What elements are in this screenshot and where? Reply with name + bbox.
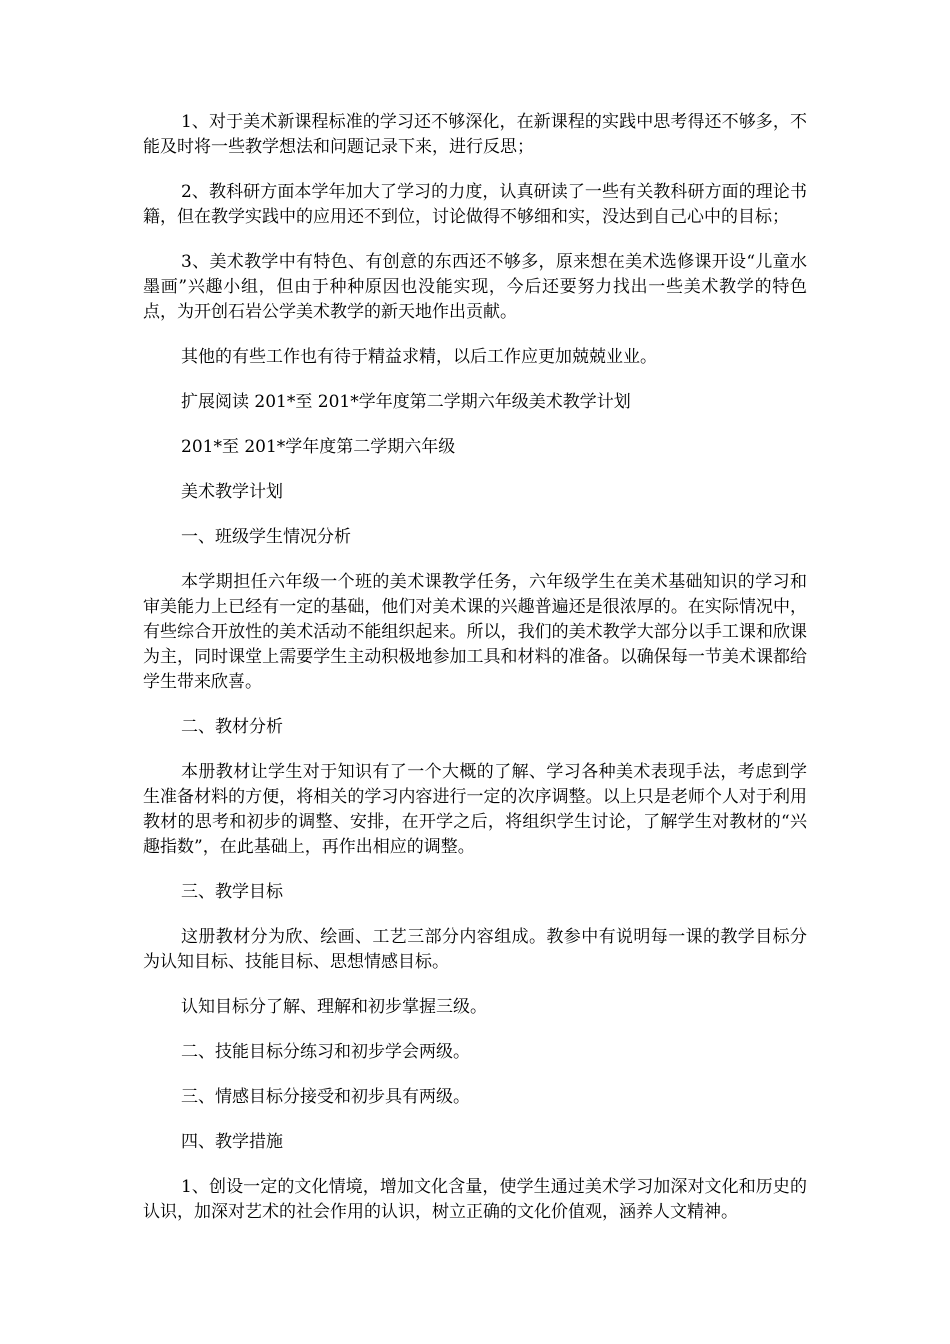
paragraph-shortcoming-2: 2、教科研方面本学年加大了学习的力度，认真研读了一些有关教科研方面的理论书籍，但在教学实践中的应用还不到位，讨论做得不够细和实，没达到自己心中的目标； (143, 182, 807, 227)
section-heading-teaching-measures: 四、教学措施 (181, 1132, 283, 1152)
document-body (143, 110, 807, 1245)
section-heading-teaching-goals: 三、教学目标 (181, 882, 283, 902)
paragraph-extended-reading: 扩展阅读 201*至 201*学年度第二学期六年级美术教学计划 (181, 392, 631, 412)
paragraph-skill-goals: 二、技能目标分练习和初步学会两级。 (181, 1042, 470, 1062)
paragraph-textbook-analysis: 本册教材让学生对于知识有了一个大概的了解、学习各种美术表现手法，考虑到学生准备材料的方便，将相关的学习内容进行一定的次序调整。以上只是老师个人对于利用教材的思考和初步的调整、安排，在开学之后，将组织学生讨论，了解学生对教材的“兴趣指数”，在此基础上，再作出相应的调整。 (143, 762, 807, 857)
paragraph-cognitive-goals: 认知目标分了解、理解和初步掌握三级。 (181, 997, 487, 1017)
paragraph-other-work: 其他的有些工作也有待于精益求精，以后工作应更加兢兢业业。 (181, 347, 657, 367)
paragraph-shortcoming-1: 1、对于美术新课程标准的学习还不够深化，在新课程的实践中思考得还不够多，不能及时将一些教学想法和问题记录下来，进行反思； (143, 112, 807, 157)
paragraph-teaching-measure-1: 1、创设一定的文化情境，增加文化含量，使学生通过美术学习加深对文化和历史的认识，加深对艺术的社会作用的认识，树立正确的文化价值观，涵养人文精神。 (143, 1177, 807, 1222)
plan-title-line-2: 美术教学计划 (181, 482, 283, 502)
section-heading-student-analysis: 一、班级学生情况分析 (181, 527, 351, 547)
paragraph-shortcoming-3: 3、美术教学中有特色、有创意的东西还不够多，原来想在美术选修课开设“儿童水墨画”兴趣小组，但由于种种原因也没能实现，今后还要努力找出一些美术教学的特色点，为开创石岩公学美术教学的新天地作出贡献。 (143, 252, 807, 322)
plan-title-line-1: 201*至 201*学年度第二学期六年级 (181, 437, 456, 457)
section-heading-textbook-analysis: 二、教材分析 (181, 717, 283, 737)
paragraph-student-analysis: 本学期担任六年级一个班的美术课教学任务，六年级学生在美术基础知识的学习和审美能力上已经有一定的基础，他们对美术课的兴趣普遍还是很浓厚的。在实际情况中，有些综合开放性的美术活动不能组织起来。所以，我们的美术教学大部分以手工课和欣课为主，同时课堂上需要学生主动积极地参加工具和材料的准备。以确保每一节美术课都给学生带来欣喜。 (143, 572, 807, 692)
paragraph-teaching-goals: 这册教材分为欣、绘画、工艺三部分内容组成。教参中有说明每一课的教学目标分为认知目标、技能目标、思想情感目标。 (143, 927, 807, 972)
paragraph-emotion-goals: 三、情感目标分接受和初步具有两级。 (181, 1087, 470, 1107)
